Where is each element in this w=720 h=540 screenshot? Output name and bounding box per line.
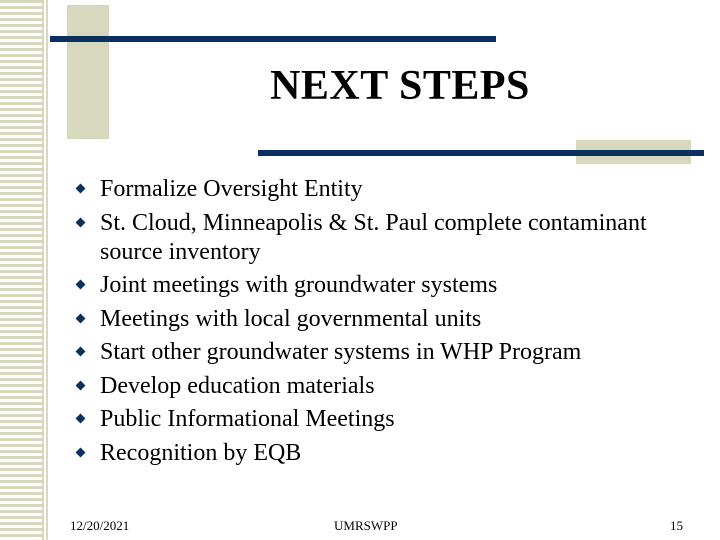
diamond-bullet-icon bbox=[76, 313, 86, 323]
diamond-bullet-icon bbox=[76, 380, 86, 390]
list-item-text: Formalize Oversight Entity bbox=[100, 176, 363, 202]
list-item bbox=[76, 209, 696, 267]
diamond-bullet-icon bbox=[76, 414, 86, 424]
list-item bbox=[76, 405, 696, 434]
diamond-bullet-icon bbox=[76, 447, 86, 457]
list-item-text: Recognition by EQB bbox=[100, 439, 302, 466]
diamond-bullet-icon bbox=[76, 280, 86, 290]
footer-org-label: UMRSWPP bbox=[334, 518, 398, 533]
footer-date: 12/20/2021 bbox=[70, 518, 130, 533]
list-item bbox=[76, 372, 696, 401]
list-item bbox=[76, 338, 696, 367]
list-item-text: Develop education materials bbox=[100, 372, 375, 399]
list-item bbox=[76, 305, 696, 334]
diamond-bullet-icon bbox=[76, 347, 86, 357]
list-item-text: Public Informational Meetings bbox=[100, 406, 395, 432]
diamond-bullet-icon bbox=[76, 184, 86, 194]
list-item bbox=[76, 439, 696, 468]
decorative-block-top bbox=[67, 5, 109, 139]
title-rule-bottom bbox=[258, 150, 704, 156]
list-item bbox=[76, 271, 696, 300]
list-item-text: St. Cloud, Minneapolis & St. Paul complete contaminant source inventory bbox=[100, 209, 647, 265]
list-item bbox=[76, 175, 696, 204]
diamond-bullet-icon bbox=[76, 217, 86, 227]
list-item-text: Meetings with local governmental units bbox=[100, 305, 482, 332]
slide-title: NEXT STEPS bbox=[270, 63, 530, 109]
list-item-text: Joint meetings with groundwater systems bbox=[100, 272, 498, 298]
decorative-stripe-band bbox=[0, 0, 50, 540]
footer-page-number: 15 bbox=[670, 518, 683, 533]
bullet-list bbox=[76, 175, 696, 472]
title-rule-top bbox=[50, 36, 496, 42]
list-item-text: Start other groundwater systems in WHP Program bbox=[100, 339, 582, 365]
